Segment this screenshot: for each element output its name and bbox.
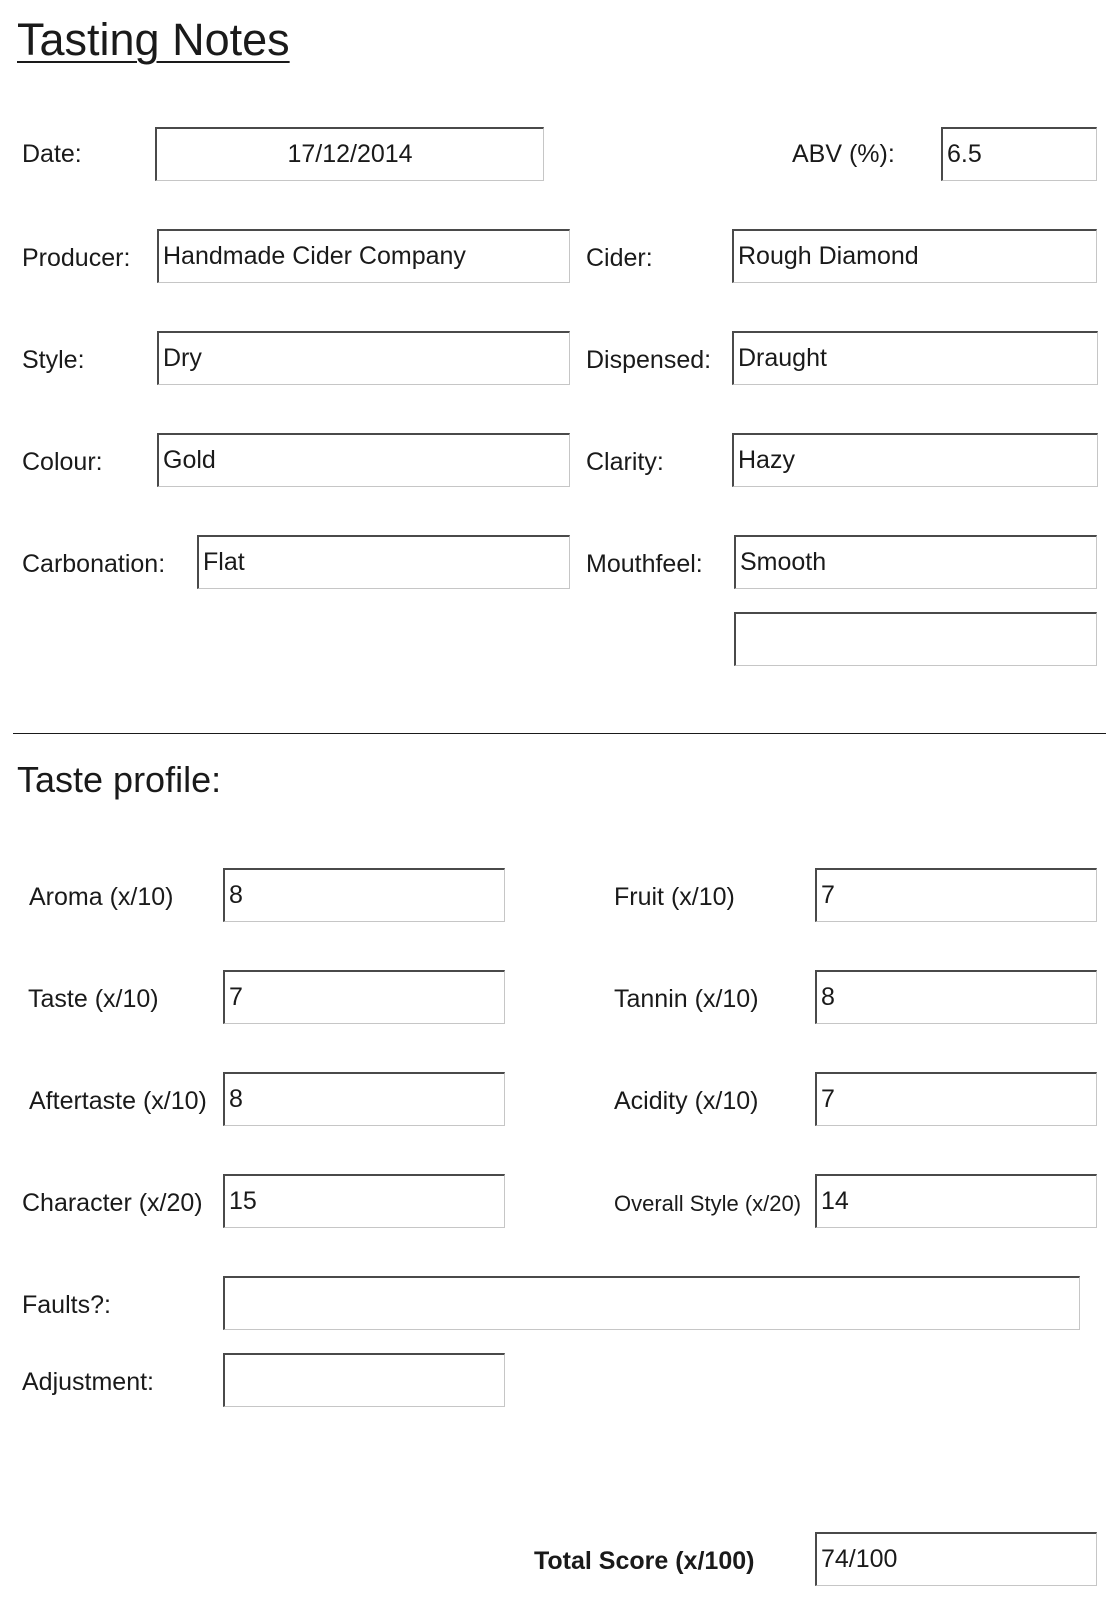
aftertaste-label: Aftertaste (x/10) — [29, 1087, 207, 1115]
taste-field[interactable]: 7 — [223, 970, 505, 1024]
carbonation-field[interactable]: Flat — [197, 535, 570, 589]
adjustment-field[interactable] — [223, 1353, 505, 1407]
aroma-field[interactable]: 8 — [223, 868, 505, 922]
date-field[interactable]: 17/12/2014 — [155, 127, 544, 181]
fruit-field[interactable]: 7 — [815, 868, 1097, 922]
taste-profile-heading: Taste profile: — [17, 759, 222, 800]
style-field[interactable]: Dry — [157, 331, 570, 385]
aroma-label: Aroma (x/10) — [29, 883, 174, 911]
total-score-label: Total Score (x/100) — [534, 1547, 755, 1575]
cider-field[interactable]: Rough Diamond — [732, 229, 1097, 283]
cider-label: Cider: — [586, 244, 653, 272]
character-label: Character (x/20) — [22, 1189, 203, 1217]
acidity-label: Acidity (x/10) — [614, 1087, 759, 1115]
fruit-label: Fruit (x/10) — [614, 883, 735, 911]
date-label: Date: — [22, 140, 82, 168]
tannin-label: Tannin (x/10) — [614, 985, 759, 1013]
dispensed-field[interactable]: Draught — [732, 331, 1098, 385]
producer-field[interactable]: Handmade Cider Company — [157, 229, 570, 283]
dispensed-label: Dispensed: — [586, 346, 712, 374]
faults-field[interactable] — [223, 1276, 1080, 1330]
total-score-field[interactable]: 74/100 — [815, 1532, 1097, 1586]
abv-label: ABV (%): — [792, 140, 895, 168]
producer-label: Producer: — [22, 244, 131, 272]
carbonation-label: Carbonation: — [22, 550, 166, 578]
mouthfeel-extra-field[interactable] — [734, 612, 1097, 666]
adjustment-label: Adjustment: — [22, 1368, 155, 1396]
overall-style-label: Overall Style (x/20) — [614, 1191, 802, 1216]
colour-field[interactable]: Gold — [157, 433, 570, 487]
clarity-label: Clarity: — [586, 448, 664, 476]
page-title: Tasting Notes — [17, 14, 290, 65]
overall-style-field[interactable]: 14 — [815, 1174, 1097, 1228]
mouthfeel-field[interactable]: Smooth — [734, 535, 1097, 589]
taste-label: Taste (x/10) — [28, 985, 159, 1013]
acidity-field[interactable]: 7 — [815, 1072, 1097, 1126]
clarity-field[interactable]: Hazy — [732, 433, 1098, 487]
abv-field[interactable]: 6.5 — [941, 127, 1097, 181]
character-field[interactable]: 15 — [223, 1174, 505, 1228]
aftertaste-field[interactable]: 8 — [223, 1072, 505, 1126]
faults-label: Faults?: — [22, 1291, 111, 1319]
section-divider — [13, 733, 1106, 734]
style-label: Style: — [22, 346, 85, 374]
colour-label: Colour: — [22, 448, 103, 476]
mouthfeel-label: Mouthfeel: — [586, 550, 703, 578]
tannin-field[interactable]: 8 — [815, 970, 1097, 1024]
